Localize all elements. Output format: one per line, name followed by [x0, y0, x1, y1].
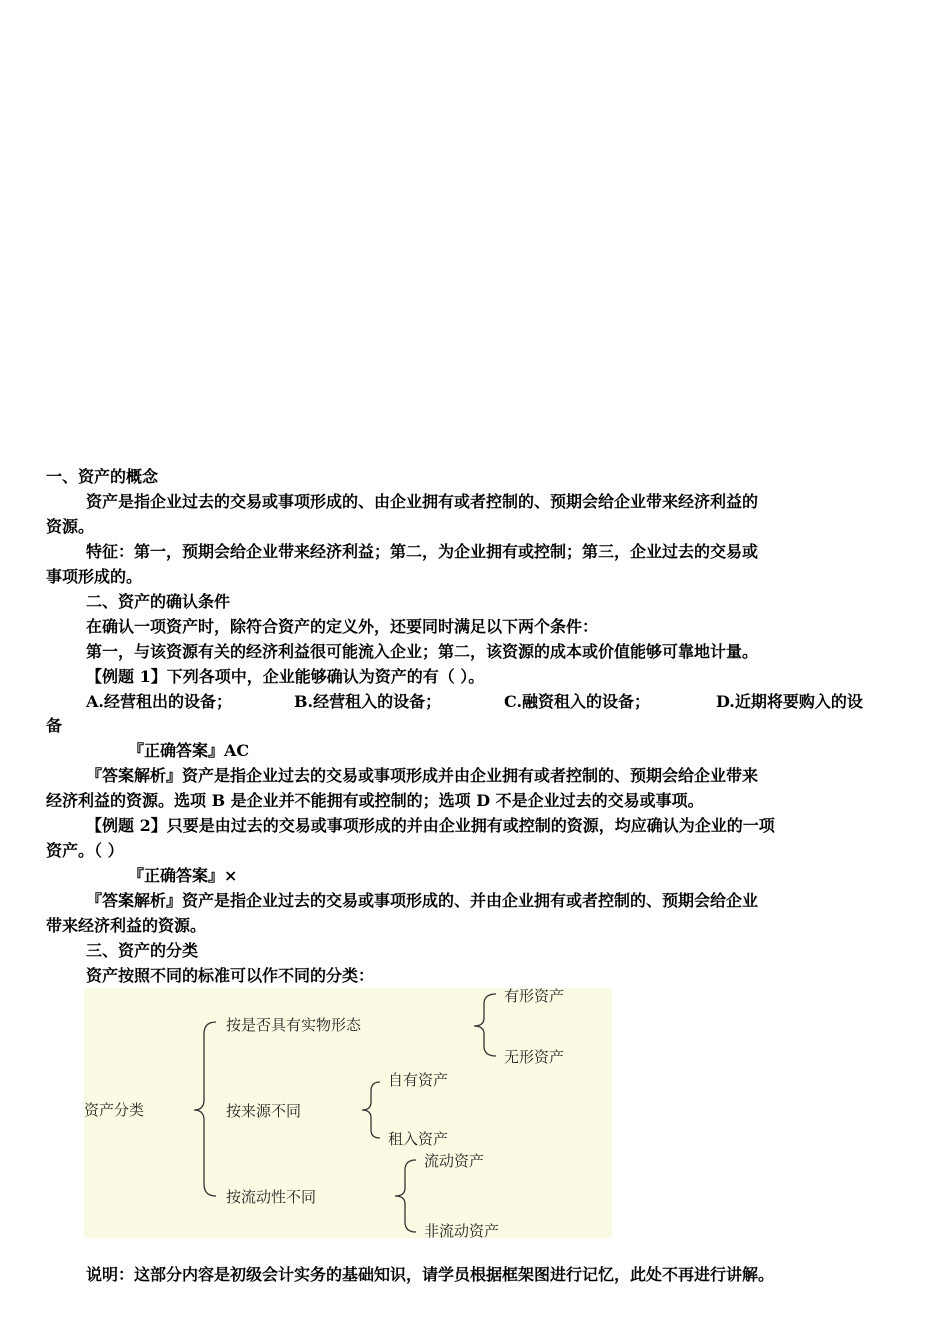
diagram-leaf-2: 无形资产 [504, 1048, 565, 1066]
example2-question-line-2: 资产。（ ） [46, 841, 124, 860]
example1-question: 【例题 1】下列各项中，企业能够确认为资产的有（ ）。 [86, 667, 485, 686]
asset-classification-diagram [84, 988, 612, 1238]
features-line-2: 事项形成的。 [46, 567, 143, 586]
example2-analysis-line-1: 『答案解析』资产是指企业过去的交易或事项形成的、并由企业拥有或者控制的、预期会给企业 [86, 891, 759, 910]
example1-option-b: B.经营租入的设备； [294, 692, 442, 711]
criterion-2-brace [362, 1082, 380, 1138]
features-line-1: 特征：第一，预期会给企业带来经济利益；第二，为企业拥有或控制；第三，企业过去的交易或 [86, 542, 759, 561]
section1-heading: 一、资产的概念 [46, 467, 159, 486]
example2-analysis-line-2: 带来经济利益的资源。 [46, 916, 207, 935]
criterion-1-brace [474, 994, 496, 1056]
example1-option-c: C.融资租入的设备； [504, 692, 651, 711]
example1-option-d: D.近期将要购入的设 [716, 692, 863, 711]
root-brace [194, 1022, 216, 1196]
diagram-leaf-3: 自有资产 [388, 1071, 449, 1089]
section3-intro: 资产按照不同的标准可以作不同的分类： [86, 966, 375, 985]
section2-heading: 二、资产的确认条件 [86, 592, 231, 611]
diagram-leaf-5: 流动资产 [424, 1152, 485, 1170]
example2-question-line-1: 【例题 2】只要是由过去的交易或事项形成的并由企业拥有或控制的资源，均应确认为企业的一项 [86, 816, 775, 835]
definition-line-2: 资源。 [46, 517, 95, 536]
diagram-leaf-6: 非流动资产 [424, 1222, 500, 1238]
diagram-leaf-4: 租入资产 [388, 1130, 449, 1148]
example1-analysis-line-2: 经济利益的资源。选项 B 是企业并不能拥有或控制的；选项 D 不是企业过去的交易或事项。 [46, 791, 704, 810]
section3-heading: 三、资产的分类 [86, 941, 199, 960]
diagram-criterion-3: 按流动性不同 [226, 1188, 317, 1206]
section2-conditions: 第一，与该资源有关的经济利益很可能流入企业；第二，该资源的成本或价值能够可靠地计量。 [86, 642, 759, 661]
diagram-criterion-1: 按是否具有实物形态 [226, 1016, 362, 1034]
diagram-leaf-1: 有形资产 [504, 988, 565, 1005]
diagram-criterion-2: 按来源不同 [226, 1102, 302, 1120]
example2-answer: 『正确答案』× [128, 866, 238, 885]
diagram-root: 资产分类 [84, 1101, 145, 1119]
example1-analysis-line-1: 『答案解析』资产是指企业过去的交易或事项形成并由企业拥有或者控制的、预期会给企业带来 [86, 766, 759, 785]
criterion-3-brace [395, 1160, 416, 1232]
example1-answer: 『正确答案』AC [128, 741, 250, 760]
example1-option-a: A.经营租出的设备； [86, 692, 232, 711]
closing-note: 说明：这部分内容是初级会计实务的基础知识，请学员根据框架图进行记忆，此处不再进行讲解。 [86, 1265, 775, 1284]
example1-option-d-cont: 备 [46, 716, 63, 735]
section2-intro: 在确认一项资产时，除符合资产的定义外，还要同时满足以下两个条件： [86, 617, 599, 636]
definition-line-1: 资产是指企业过去的交易或事项形成的、由企业拥有或者控制的、预期会给企业带来经济利益的 [86, 492, 759, 511]
